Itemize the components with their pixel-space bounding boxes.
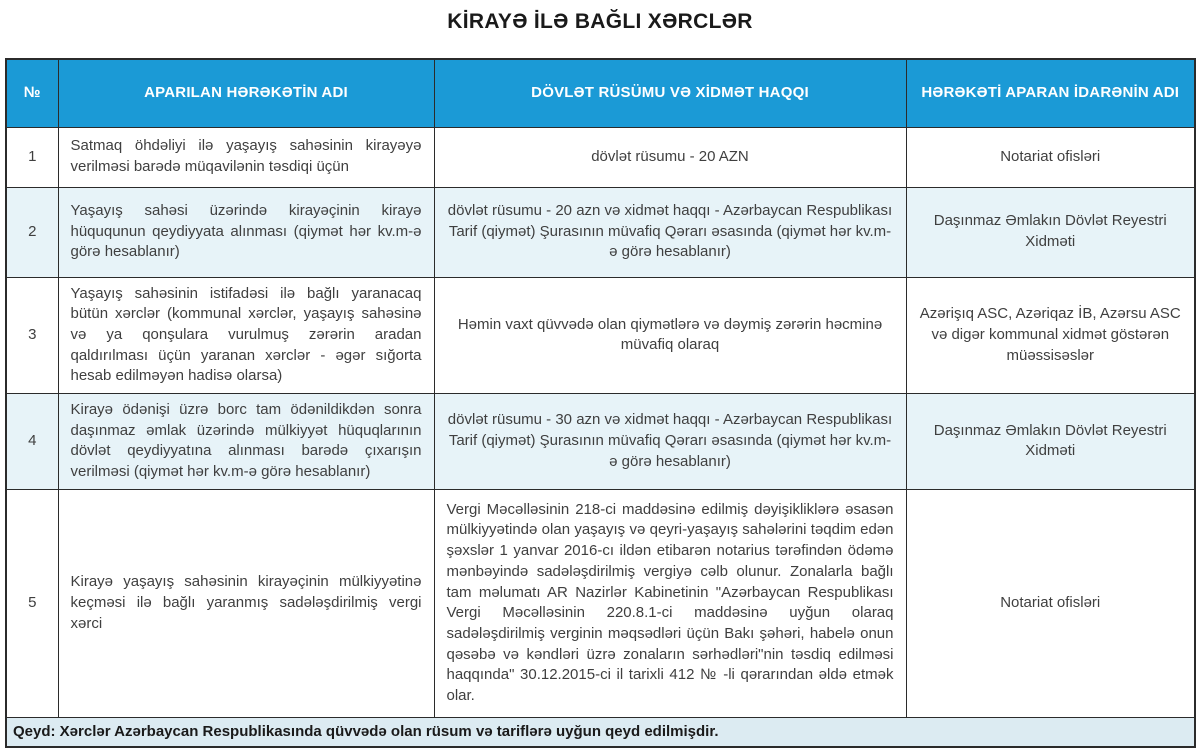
action-cell: Kirayə ödənişi üzrə borc tam ödənildikdən sonra daşınmaz əmlak üzərində mülkiyyət hüquqlarının dövlət qeydiyyatına alınması barədə çıxarışın verilməsi (qiymət hər kv.m-ə görə hesablanır)	[58, 393, 434, 489]
action-cell: Yaşayış sahəsinin istifadəsi ilə bağlı yaranacaq bütün xərclər (kommunal xərclər, yaşayış sahəsinə və ya qonşulara vurulmuş zərərin aradan qaldırılması üçün yaranan xərclər - əgər sığorta hesab edilməyən hadisə olarsa)	[58, 277, 434, 393]
action-cell: Satmaq öhdəliyi ilə yaşayış sahəsinin kirayəyə verilməsi barədə müqavilənin təsdiqi üçün	[58, 127, 434, 187]
row-number: 5	[6, 489, 58, 717]
agency-cell: Daşınmaz Əmlakın Dövlət Reyestri Xidməti	[906, 187, 1195, 277]
agency-cell: Daşınmaz Əmlakın Dövlət Reyestri Xidməti	[906, 393, 1195, 489]
note-row	[6, 717, 1195, 747]
row-number: 2	[6, 187, 58, 277]
agency-cell: Notariat ofisləri	[906, 489, 1195, 717]
header-cell-fee: DÖVLƏT RÜSÜMU VƏ XİDMƏT HAQQI	[434, 59, 906, 127]
header-row	[6, 59, 1195, 127]
table-row	[6, 187, 1195, 277]
fee-cell: dövlət rüsumu - 20 azn və xidmət haqqı - Azərbaycan Respublikası Tarif (qiymət) Şurasının müvafiq Qərarı əsasında (qiymət hər kv.m-ə görə hesablanır)	[434, 187, 906, 277]
header-cell-agency: HƏRƏKƏTİ APARAN İDARƏNİN ADI	[906, 59, 1195, 127]
agency-cell: Notariat ofisləri	[906, 127, 1195, 187]
header-cell-action: APARILAN HƏRƏKƏTİN ADI	[58, 59, 434, 127]
action-cell: Kirayə yaşayış sahəsinin kirayəçinin mülkiyyətinə keçməsi ilə bağlı yaranmış sadələşdirilmiş vergi xərci	[58, 489, 434, 717]
fee-cell: dövlət rüsumu - 30 azn və xidmət haqqı - Azərbaycan Respublikası Tarif (qiymət) Şurasının müvafiq Qərarı əsasında (qiymət hər kv.m-ə görə hesablanır)	[434, 393, 906, 489]
action-cell: Yaşayış sahəsi üzərində kirayəçinin kirayə hüququnun qeydiyyata alınması (qiymət hər kv.m-ə görə hesablanır)	[58, 187, 434, 277]
table-row	[6, 277, 1195, 393]
fee-cell: dövlət rüsumu - 20 AZN	[434, 127, 906, 187]
row-number: 1	[6, 127, 58, 187]
table-row	[6, 127, 1195, 187]
note-text: Qeyd: Xərclər Azərbaycan Respublikasında qüvvədə olan rüsum və tariflərə uyğun qeyd edilmişdir.	[6, 717, 1195, 747]
fee-cell: Vergi Məcəlləsinin 218-ci maddəsinə edilmiş dəyişikliklərə əsasən mülkiyyətində olan yaşayış və qeyri-yaşayış sahələrini təqdim edən şəxslər 1 yanvar 2016-cı ildən etibarən notarius tərəfindən ödəmə mənbəyində sadələşdirilmiş vergiyə cəlb olunur. Zonalarla bağlı tam məlumatı AR Nazirlər Kabinetinin "Azərbaycan Respublikası Vergi Məcəlləsinin 220.8.1-ci maddəsinə uyğun olaraq sadələşdirilmiş verginin məqsədləri üçün Bakı şəhəri, habelə onun qəsəbə və kəndləri üzrə zonaların sərhədləri"nin təsdiq edilməsi haqqında" 30.12.2015-ci il tarixli 412 № -li qərarından əldə etmək olar.	[434, 489, 906, 717]
header-cell-num: №	[6, 59, 58, 127]
expenses-table	[5, 58, 1196, 748]
table-row	[6, 489, 1195, 717]
table-row	[6, 393, 1195, 489]
fee-cell: Həmin vaxt qüvvədə olan qiymətlərə və dəymiş zərərin həcminə müvafiq olaraq	[434, 277, 906, 393]
row-number: 4	[6, 393, 58, 489]
page-title: KİRAYƏ İLƏ BAĞLI XƏRCLƏR	[447, 10, 753, 33]
agency-cell: Azərişıq ASC, Azəriqaz İB, Azərsu ASC və digər kommunal xidmət göstərən müəssisəslər	[906, 277, 1195, 393]
row-number: 3	[6, 277, 58, 393]
